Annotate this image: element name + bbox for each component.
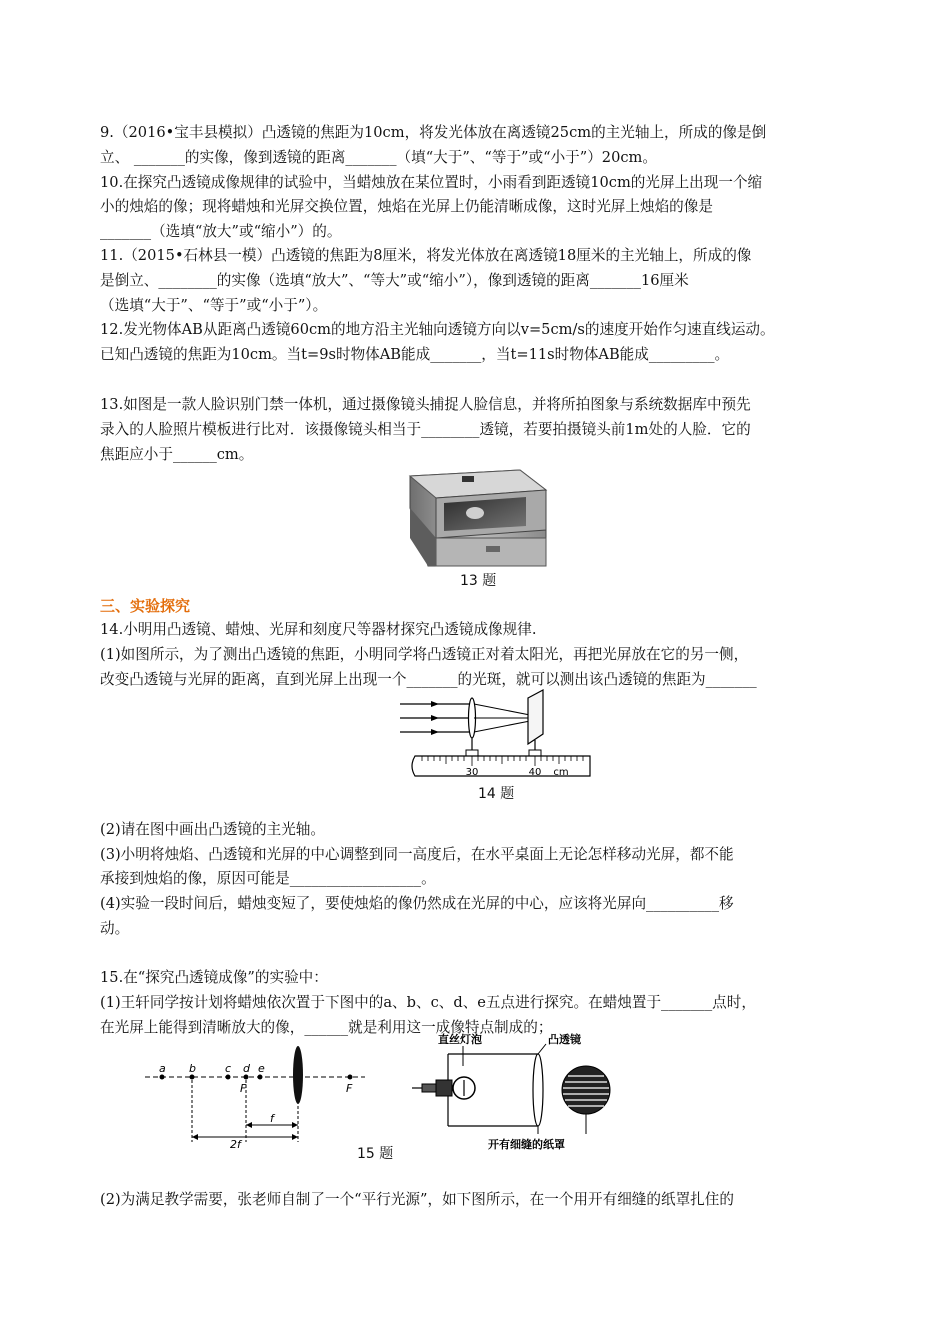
bulb-label: 直丝灯泡 (438, 1033, 482, 1046)
q14-line1: 14.小明用凸透镜、蜡烛、光屏和刻度尺等器材探究凸透镜成像规律. (100, 621, 537, 638)
point-c-label: c (225, 1062, 232, 1075)
q13-caption: 13 题 (460, 573, 497, 589)
q14-line3: 改变凸透镜与光屏的距离，直到光屏上出现一个_______的光斑，就可以测出该凸透镜的焦距为_______ (100, 671, 757, 688)
focus-f1-label: F (240, 1082, 247, 1095)
q15-caption: 15 题 (357, 1146, 394, 1162)
ruler-unit: cm (553, 767, 569, 778)
q12-line2: 已知凸透镜的焦距为10cm。当t=9s时物体AB能成_______，当t=11s时物体AB能成_________。 (100, 346, 730, 363)
point-b-label: b (189, 1062, 196, 1075)
q15-line2: (1)王轩同学按计划将蜡烛依次置于下图中的a、b、c、d、e五点进行探究。在蜡烛置于_______点时， (100, 994, 756, 1011)
paper-cover-label: 开有细缝的纸罩 (488, 1138, 565, 1151)
q13-line1: 13.如图是一款人脸识别门禁一体机，通过摄像镜头捕捉人脸信息，并将所拍图象与系统数据库中预先 (100, 396, 751, 413)
ruler-label-30: 30 (465, 767, 479, 778)
face-recognition-kiosk-image (400, 468, 550, 568)
ruler-label-40: 40 (528, 767, 542, 778)
q15-line3: 在光屏上能得到清晰放大的像，______就是利用这一成像特点制成的； (100, 1019, 553, 1036)
focus-f2-label: F (346, 1082, 353, 1095)
point-d-label: d (243, 1062, 250, 1075)
q10-line1: 10.在探究凸透镜成像规律的试验中，当蜡烛放在某位置时，小雨看到距透镜10cm的光屏上出现一个缩 (100, 174, 763, 191)
q14-line6: 承接到烛焰的像，原因可能是__________________。 (100, 870, 436, 887)
section-heading: 三、实验探究 (100, 597, 191, 615)
q11-line2: 是倒立、________的实像（选填“放大”、“等大”或“缩小”），像到透镜的距离_______16厘米 (100, 272, 689, 289)
q14-line5: (3)小明将烛焰、凸透镜和光屏的中心调整到同一高度后，在水平桌面上无论怎样移动光屏，都不能 (100, 846, 734, 863)
q9-line1: 9.（2016•宝丰县模拟）凸透镜的焦距为10cm，将发光体放在离透镜25cm的主光轴上，所成的像是倒 (100, 124, 767, 141)
dimension-f-label: f (270, 1112, 274, 1125)
q13-line2: 录入的人脸照片模板进行比对．该摄像镜头相当于________透镜，若要拍摄镜头前1m处的人脸．它的 (100, 421, 751, 438)
q10-line3: _______（选填“放大”或“缩小”）的。 (100, 223, 342, 240)
q9-line2: 立、 _______的实像，像到透镜的距离_______（填“大于”、“等于”或“小于”）20cm。 (100, 149, 657, 166)
q14-line8: 动。 (100, 920, 130, 937)
q14-line4: (2)请在图中画出凸透镜的主光轴。 (100, 821, 325, 838)
q13-line3: 焦距应小于______cm。 (100, 446, 254, 463)
parallel-light-source-diagram (408, 1030, 618, 1155)
q12-line1: 12.发光物体AB从距离凸透镜60cm的地方沿主光轴向透镜方向以v=5cm/s的速度开始作匀速直线运动。 (100, 321, 775, 338)
q14-caption: 14 题 (478, 786, 515, 802)
point-e-label: e (258, 1062, 265, 1075)
q11-line1: 11.（2015•石林县一模）凸透镜的焦距为8厘米，将发光体放在离透镜18厘米的主光轴上，所成的像 (100, 247, 752, 264)
lens-label: 凸透镜 (548, 1033, 581, 1046)
dimension-2f-label: 2f (230, 1138, 241, 1150)
q15-line4: (2)为满足教学需要，张老师自制了一个“平行光源”，如下图所示，在一个用开有细缝的纸罩扎住的 (100, 1191, 734, 1208)
q10-line2: 小的烛焰的像；现将蜡烛和光屏交换位置，烛焰在光屏上仍能清晰成像，这时光屏上烛焰的像是 (100, 198, 713, 215)
optical-bench-points-diagram (140, 1040, 370, 1150)
q14-line2: (1)如图所示，为了测出凸透镜的焦距，小明同学将凸透镜正对着太阳光，再把光屏放在它的另一侧， (100, 646, 749, 663)
point-a-label: a (159, 1062, 166, 1075)
q15-line1: 15.在“探究凸透镜成像”的实验中： (100, 969, 328, 986)
focal-length-diagram (395, 688, 595, 780)
q14-line7: (4)实验一段时间后，蜡烛变短了，要使烛焰的像仍然成在光屏的中心，应该将光屏向__________移 (100, 895, 734, 912)
q11-line3: （选填“大于”、“等于”或“小于”）。 (100, 297, 328, 314)
